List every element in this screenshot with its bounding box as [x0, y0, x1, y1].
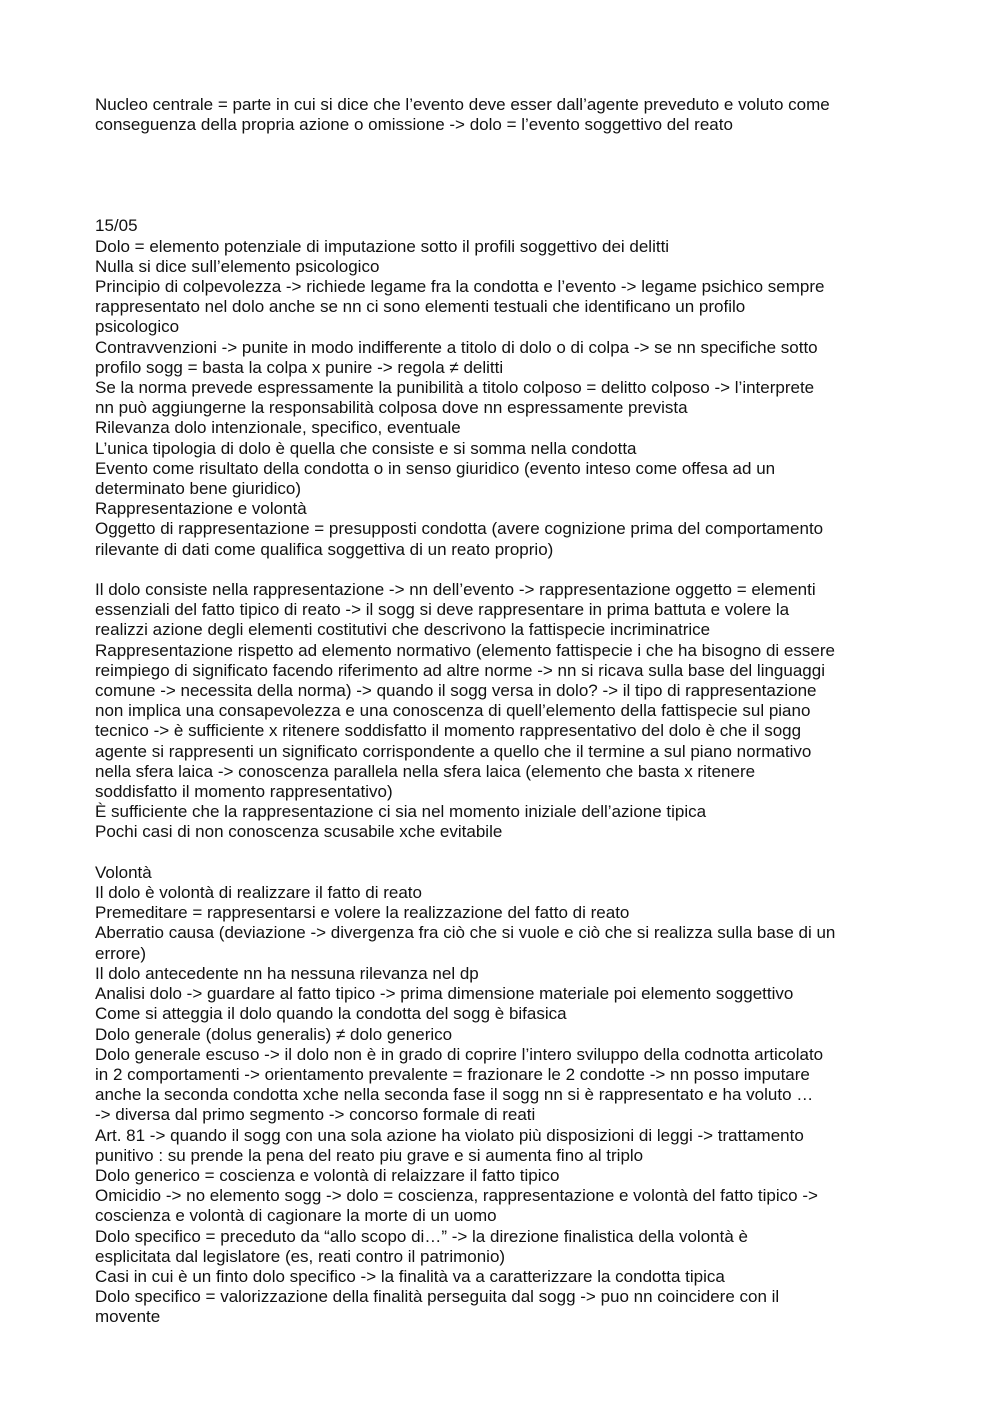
text-line: movente	[95, 1307, 161, 1327]
text-line: rilevante di dati come qualifica soggettiva di un reato proprio)	[95, 539, 554, 559]
paragraph-rappresentazione	[95, 580, 925, 843]
text-line: Omicidio -> no elemento sogg -> dolo = coscienza, rappresentazione e volontà del fatto tipico ->	[95, 1186, 818, 1206]
text-line: Dolo specifico = valorizzazione della finalità perseguita dal sogg -> puo nn coincidere con il	[95, 1287, 780, 1307]
text-line: psicologico	[95, 317, 180, 337]
text-line: Come si atteggia il dolo quando la condotta del sogg è bifasica	[95, 1004, 567, 1024]
text-line: agente si rappresenti un significato corrispondente a quello che il termine a sul piano normativo	[95, 741, 812, 761]
text-line: Dolo generico = coscienza e volontà di relaizzare il fatto tipico	[95, 1165, 560, 1185]
text-line: in 2 comportamenti -> orientamento prevalente = frazionare le 2 condotte -> nn posso imputare	[95, 1064, 810, 1084]
text-line: Il dolo antecedente nn ha nessuna rilevanza nel dp	[95, 963, 479, 983]
text-line: Dolo generale (dolus generalis) ≠ dolo generico	[95, 1024, 453, 1044]
text-line: Dolo specifico = preceduto da “allo scopo di…” -> la direzione finalistica della volontà è	[95, 1226, 748, 1246]
text-line: anche la seconda condotta xche nella seconda fase il sogg nn si è rappresentato e ha voluto …	[95, 1085, 814, 1105]
text-line: 15/05	[95, 216, 138, 236]
text-line: nn può aggiungerne la responsabilità colposa dove nn espressamente prevista	[95, 398, 688, 418]
text-line: punitivo : su prende la pena del reato piu grave e si aumenta fino al triplo	[95, 1145, 644, 1165]
paragraph-volonta	[95, 863, 925, 1328]
text-line: Rilevanza dolo intenzionale, specifico, eventuale	[95, 418, 461, 438]
text-line: Il dolo consiste nella rappresentazione -> nn dell’evento -> rappresentazione oggetto = elementi	[95, 580, 816, 600]
text-line: Premeditare = rappresentarsi e volere la realizzazione del fatto di reato	[95, 903, 630, 923]
paragraph-dolo-1505	[95, 216, 925, 559]
spacer	[95, 843, 925, 863]
text-line: Rappresentazione rispetto ad elemento normativo (elemento fattispecie i che ha bisogno di essere	[95, 640, 835, 660]
text-line: Contravvenzioni -> punite in modo indifferente a titolo di dolo o di colpa -> se nn specifiche sotto	[95, 337, 818, 357]
text-line: coscienza e volontà di cagionare la morte di un uomo	[95, 1206, 497, 1226]
text-line: soddisfatto il momento rappresentativo)	[95, 782, 393, 802]
text-line: Il dolo è volontà di realizzare il fatto di reato	[95, 883, 422, 903]
text-line: rappresentato nel dolo anche se nn ci sono elementi testuali che identificano un profilo	[95, 297, 746, 317]
text-line: reimpiego di significato facendo riferimento ad altre norme -> nn si ricava sulla base del linguaggi	[95, 660, 825, 680]
text-line: -> diversa dal primo segmento -> concorso formale di reati	[95, 1105, 536, 1125]
text-line: Casi in cui è un finto dolo specifico -> la finalità va a caratterizzare la condotta tipica	[95, 1266, 725, 1286]
text-line: Nucleo centrale = parte in cui si dice che l’evento deve esser dall’agente preveduto e voluto come	[95, 95, 830, 114]
text-line: realizzi azione degli elementi costitutivi che descrivono la fattispecie incriminatrice	[95, 620, 711, 640]
text-line: esplicitata dal legislatore (es, reati contro il patrimonio)	[95, 1246, 506, 1266]
paragraph-nucleo-centrale	[95, 95, 925, 135]
text-line: Pochi casi di non conoscenza scusabile xche evitabile	[95, 822, 503, 842]
text-line: nella sfera laica -> conoscenza parallela nella sfera laica (elemento che basta x ritenere	[95, 761, 756, 781]
text-line: Aberratio causa (deviazione -> divergenza fra ciò che si vuole e ciò che si realizza sulla base di un	[95, 923, 836, 943]
text-line: Art. 81 -> quando il sogg con una sola azione ha violato più disposizioni di leggi -> trattamento	[95, 1125, 804, 1145]
text-line: tecnico -> è sufficiente x ritenere soddisfatto il momento rappresentativo del dolo è che il sogg	[95, 721, 802, 741]
text-line: determinato bene giuridico)	[95, 479, 302, 499]
text-line: Analisi dolo -> guardare al fatto tipico -> prima dimensione materiale poi elemento soggettivo	[95, 984, 794, 1004]
text-line: Evento come risultato della condotta o in senso giuridico (evento inteso come offesa ad un	[95, 458, 776, 478]
text-line: errore)	[95, 943, 147, 963]
text-line: Rappresentazione e volontà	[95, 499, 307, 519]
text-line: profilo sogg = basta la colpa x punire -> regola ≠ delitti	[95, 357, 504, 377]
text-line: Principio di colpevolezza -> richiede legame fra la condotta e l’evento -> legame psichico sempre	[95, 277, 825, 297]
text-line: conseguenza della propria azione o omissione -> dolo = l’evento soggettivo del reato	[95, 115, 733, 135]
text-line: non implica una consapevolezza e una conoscenza di quell’elemento della fattispecie sul piano	[95, 701, 811, 721]
text-line: Dolo = elemento potenziale di imputazione sotto il profili soggettivo dei delitti	[95, 236, 670, 256]
spacer	[95, 135, 925, 216]
text-line: Volontà	[95, 862, 152, 882]
text-line: essenziali del fatto tipico di reato -> il sogg si deve rappresentare in prima battuta e volere la	[95, 600, 790, 620]
text-line: Se la norma prevede espressamente la punibilità a titolo colposo = delitto colposo -> l’interprete	[95, 378, 815, 398]
document-page	[95, 95, 925, 1328]
spacer	[95, 560, 925, 580]
text-line: L’unica tipologia di dolo è quella che consiste e si somma nella condotta	[95, 438, 637, 458]
text-line: È sufficiente che la rappresentazione ci sia nel momento iniziale dell’azione tipica	[95, 802, 707, 822]
text-line: Dolo generale escuso -> il dolo non è in grado di coprire l’intero sviluppo della codnotta articolato	[95, 1044, 824, 1064]
text-line: Oggetto di rappresentazione = presupposti condotta (avere cognizione prima del comportamento	[95, 519, 824, 539]
text-line: comune -> necessita della norma) -> quando il sogg versa in dolo? -> il tipo di rappresentazione	[95, 681, 817, 701]
text-line: Nulla si dice sull’elemento psicologico	[95, 256, 380, 276]
